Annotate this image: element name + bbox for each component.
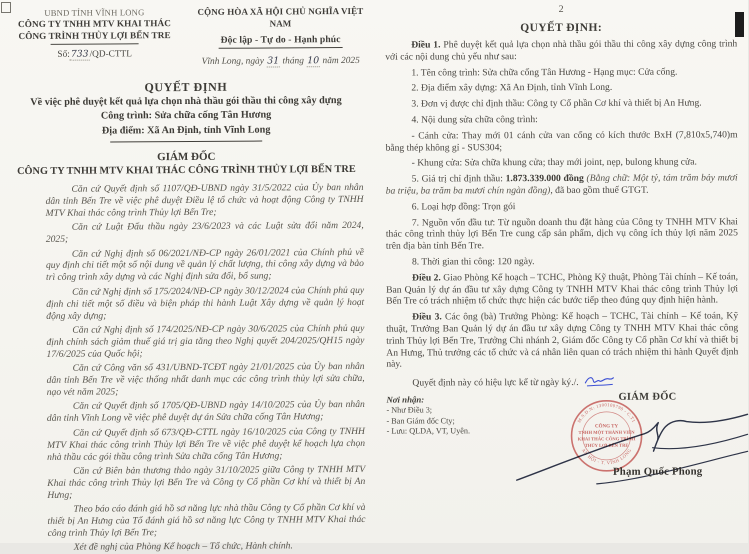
recital-paragraph: Căn cứ Luật Đấu thầu ngày 23/6/2023 và các Luật sửa đổi năm 2024, 2025; [45,220,364,245]
value-suffix: , đã bao gồm thuế GTGT. [550,184,649,197]
article-2 [386,271,738,308]
recital-paragraph: Căn cứ Nghị định số 175/2024/NĐ-CP ngày 30/12/2024 của Chính phủ quy định chi tiết một số điều và biện pháp thi hành Luật Xây dựng về quản lý hoạt động xây dựng; [46,284,365,322]
recipients-header: Nơi nhận: [386,394,425,405]
recitals-section [0,182,376,554]
document-page-2 [374,0,748,543]
national-motto-block [190,6,370,67]
article-2-label: Điều 2. [412,272,441,284]
seal-ring-top-text: M.S.D.N: 1300100790 - C.T1 [576,402,637,424]
article-1-item: 3. Đơn vị được chỉ định thầu: Công ty Cổ phần Cơ khí và thiết bị An Hưng. [411,97,702,110]
handwritten-initial-mark [583,374,617,388]
page-number: 2 [558,3,564,16]
authority-company: CÔNG TY TNHH MTV KHAI THÁC CÔNG TRÌNH THỦY LỢI BẾN TRE [17,163,356,178]
signer-name: Phạm Quốc Phong [612,465,703,478]
signature-area [374,387,749,543]
date-line [191,54,371,66]
decision-heading: QUYẾT ĐỊNH: [520,21,603,35]
seal-center-line: THỦY LỢI BẾN TRE [584,442,629,448]
recital-paragraph: Theo báo cáo đánh giá hồ sơ năng lực nhà thầu Công ty Cổ phần Cơ khí và thiết bị An Hưng của Tổ đánh giá hồ sơ năng lực Công ty TNHH MTV Khai thác công trình Thủy lợi Bến Tre; [47,502,366,539]
motto: Độc lập - Tự do - Hạnh phúc [219,34,343,48]
article-1 [385,38,737,63]
doc-subtitle: Về việc phê duyệt kết quả lựa chọn nhà thầu gói thầu thi công xây dựng [30,94,342,108]
parent-org: UBND TỈNH VĨNH LONG [44,7,145,18]
seal-center-line: KHAI THÁC CÔNG TRÌNH [577,436,636,442]
page1-header [0,0,373,68]
date-month-handwritten: 10 [307,54,320,66]
recipients-block [386,394,470,437]
article-1-item: 7. Nguồn vốn đầu tư: Từ nguồn doanh thu đặt hàng của Công ty TNHH MTV Khai thác công trình thủy lợi Bến Tre cung cấp sản phẩm, dịch vụ công ích thủy lợi năm 2025 trên địa bàn tỉnh Bến Tre. [385,215,738,252]
value-prefix: 5. Giá trị chỉ định thầu: [411,173,506,185]
article-3 [386,311,738,371]
title-underline [110,141,262,143]
article-3-label: Điều 3. [412,311,442,323]
doc-title: QUYẾT ĐỊNH [144,79,228,94]
recital-paragraph: Xét đề nghị của Phòng Kế hoạch – Tổ chức, Hành chính. [73,540,293,554]
doc-project: Công trình: Sửa chữa cống Tân Hương [100,109,272,122]
article-1-item-value [386,173,738,198]
seal-ring-bottom-text: AN HỘI - T. VĨNH LONG [580,447,633,466]
article-1-item: 8. Thời gian thi công: 120 ngày. [411,256,535,268]
article-1-text: Phê duyệt kết quả lựa chọn nhà thầu gói thầu thi công xây dựng công trình với các nội dung chủ yếu như sau: [385,38,738,63]
recipient-item: - Ban Giám đốc Cty; [386,415,455,426]
issuing-org-block [0,7,191,68]
page2-body [373,0,748,390]
article-1-subitem: - Cánh cửa: Thay mới 01 cánh cửa van cống có kích thước BxH (7,810x5,740)m bằng thép không gỉ - SUS304; [385,129,738,154]
article-3-text: Các ông (bà) Trưởng Phòng: Kế hoạch – TCHC, Tài chính – Kế toán, Kỹ thuật, Trưởng Ban Quản lý dự án đầu tư xây dựng Công ty TNHH MTV Khai thác công trình Thủy lợi Bến Tre, Trưởng Chi nhánh 2, Giám đốc Công ty Cổ phần Cơ khí và thiết bị An Hưng, Thủ trưởng các tổ chức và cá nhân liên quan có trách nhiệm thi hành Quyết định này. [386,310,739,370]
seal-center-line: CÔNG TY [594,424,619,430]
date-post: năm 2025 [322,55,360,66]
signature [504,393,748,494]
date-mid: tháng [282,55,304,66]
recital-paragraph: Căn cứ Nghị định số 174/2025/NĐ-CP ngày 30/6/2025 của Chính phủ quy định chính sách giảm thuế giá trị gia tăng theo Nghị quyết 204/2025/QH15 ngày 17/6/2025 của Quốc hội; [46,322,365,360]
recital-paragraph: Căn cứ Biên bản thương thảo ngày 31/10/2025 giữa Công ty TNHH MTV Khai thác công trình Thủy lợi Bến Tre và Công ty Cổ phần Cơ khí và thiết bị An Hưng; [47,463,366,501]
doc-no-handwritten: 733 [70,48,89,60]
document-page-1 [0,0,374,554]
date-day-handwritten: 31 [267,54,280,67]
recital-paragraph: Căn cứ Quyết định số 1705/QĐ-UBND ngày 14/10/2025 của Ủy ban nhân dân tỉnh Vĩnh Long về việc phê duyệt dự án Sửa chữa cống Tân Hương; [46,399,365,425]
contract-amount: 1.873.339.000 đồng [505,173,584,185]
company-name-line2: CÔNG TRÌNH THỦY LỢI BẾN TRE [18,29,171,41]
article-1-item: 6. Loại hợp đồng: Trọn gói [411,200,516,213]
seal-center-line: TNHH MỘT THÀNH VIÊN [578,429,635,435]
document-title-block [0,78,373,143]
amount-in-words: (Bằng chữ: Một tỷ, tám trăm bảy mươi ba triệu, ba trăm ba mươi chín ngàn đồng) [385,172,738,197]
recital-paragraph: Căn cứ Quyết định số 673/QĐ-CTTL ngày 16/10/2025 của Công ty TNHH MTV Khai thác công trình Thủy lợi Bến Tre về việc phê duyệt kế hoạch lựa chọn nhà thầu các gói thầu công trình Sửa chữa cống Tân Hương; [47,425,366,463]
article-1-item: 4. Nội dung sửa chữa công trình: [411,114,538,126]
article-1-item: 2. Địa điểm xây dựng: Xã An Định, tỉnh Vĩnh Long. [411,82,613,94]
national-title: CỘNG HÒA XÃ HỘI CHỦ NGHĨA VIỆT NAM [197,5,364,28]
recipient-item: - Như Điều 3; [386,405,433,415]
org-underline [51,43,139,45]
recipient-item: - Lưu: QLDA, VT, Uyên. [386,426,471,436]
recital-paragraph: Căn cứ Quyết định số 1107/QĐ-UBND ngày 31/5/2022 của Ủy ban nhân dân tỉnh Bến Tre về việc phê duyệt Điều lệ tổ chức và hoạt động Công ty TNHH MTV Khai thác công trình Thủy lợi Bến Tre; [45,181,364,219]
company-name-line1: CÔNG TY TNHH MTV KHAI THÁC [17,18,171,30]
date-pre: Vĩnh Long, ngày [201,56,264,67]
article-2-text: Giao Phòng Kế hoạch – TCHC, Phòng Kỹ thuật, Phòng Tài chính – Kế toán, Ban Quản lý dự án đầu tư xây dựng Công ty TNHH MTV Khai thác công trình Thủy lợi Bến Tre có trách nhiệm tổ chức thực hiện các bước tiếp theo đúng quy định hiện hành. [386,271,739,307]
article-1-item: 1. Tên công trình: Sửa chữa cống Tân Hương - Hạng mục: Cửa cống. [411,66,678,79]
authority-title: GIÁM ĐỐC [157,150,216,164]
doc-location: Địa điểm: Xã An Định, tỉnh Vĩnh Long [101,123,271,137]
recital-paragraph: Căn cứ Nghị định số 06/2021/NĐ-CP ngày 26/01/2021 của Chính phủ về quy định chi tiết một số nội dung về quản lý chất lượng, thi công xây dựng và bảo trì công trình xây dựng và các Nghị định sửa đổi, bổ sung; [45,246,364,284]
document-number [0,48,191,60]
effectiveness-text: Quyết định này có hiệu lực kể từ ngày ký./. [412,377,579,389]
doc-no-suffix: /QD-CTTL [89,49,132,60]
article-1-label: Điều 1. [411,39,441,51]
recital-paragraph: Căn cứ Công văn số 431/UBND-TCĐT ngày 21/01/2025 của Ủy ban nhân dân tỉnh Bến Tre về việc thống nhất danh mục các công trình thủy lợi sửa chữa, nạo vét năm 2025; [46,361,365,398]
doc-no-prefix: Số: [57,49,70,60]
article-1-subitem: - Khung cửa: Sửa chữa khung cửa; thay mới joint, nẹp, bulong khung cửa. [411,156,697,169]
signer-title: GIÁM ĐỐC [618,391,677,403]
